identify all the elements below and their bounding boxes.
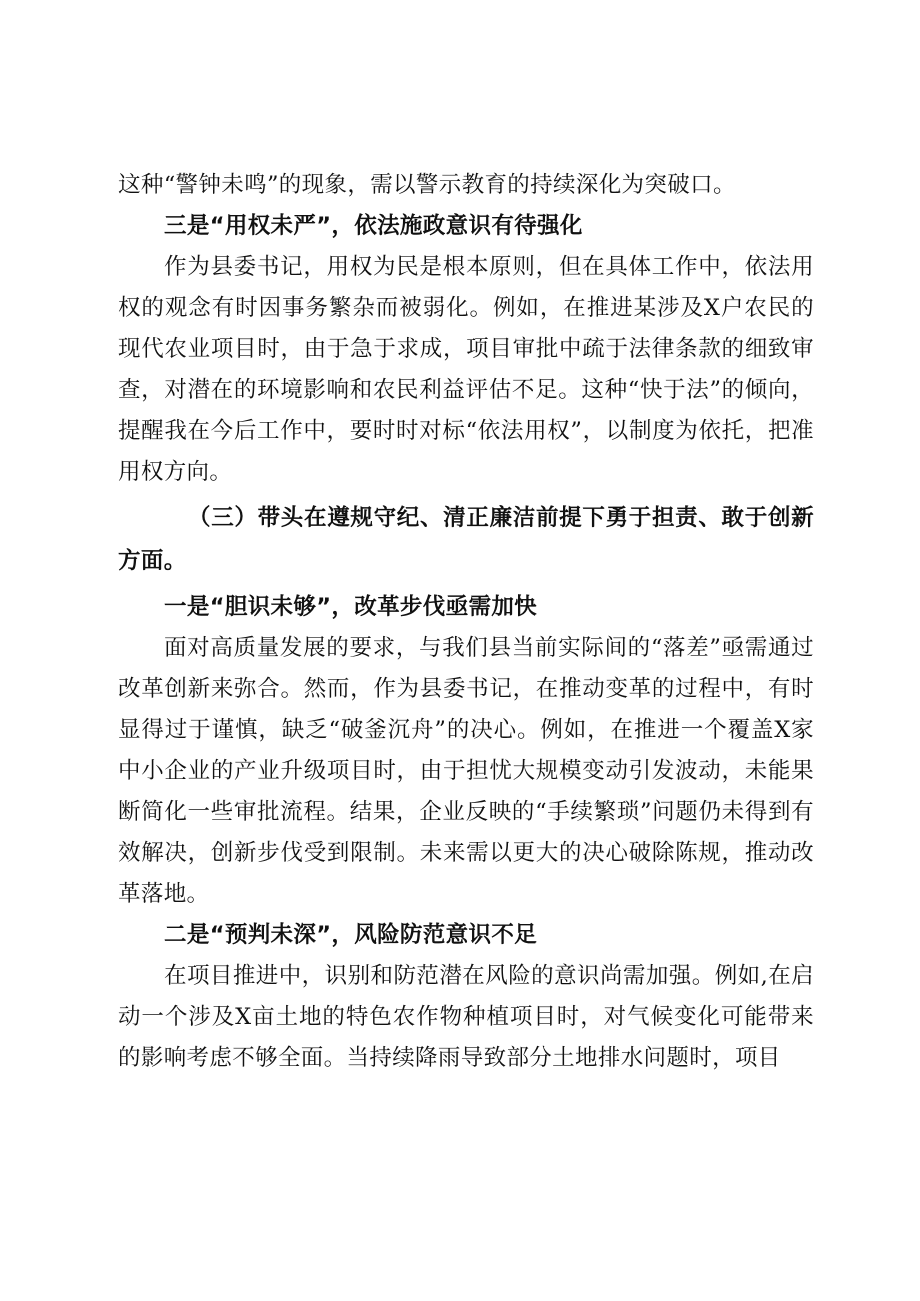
section-heading-three: （三）带头在遵规守纪、清正廉洁前提下勇于担责、敢于创新方面。 (118, 505, 814, 574)
document-body (118, 165, 814, 1079)
subheading-power-use: 三是“用权未严”，依法施政意识有待强化 (164, 213, 583, 239)
paragraph-risk: 在项目推进中，识别和防范潜在风险的意识尚需加强。例如,在启动一个涉及X亩土地的特色农作物种植项目时，对气候变化可能带来的影响考虑不够全面。当持续降雨导致部分土地排水问题时，项目 (118, 963, 814, 1071)
paragraph-power-use: 作为县委书记，用权为民是根本原则，但在具体工作中，依法用权的观念有时因事务繁杂而被弱化。例如，在推进某涉及X户农民的现代农业项目时，由于急于求成，项目审批中疏于法律条款的细致审查，对潜在的环境影响和农民利益评估不足。这种“快于法”的倾向，提醒我在今后工作中，要时时对标“依法用权”，以制度为依托，把准用权方向。 (118, 254, 814, 485)
subheading-courage: 一是“胆识未够”，改革步伐亟需加快 (164, 594, 538, 620)
paragraph-courage: 面对高质量发展的要求，与我们县当前实际间的“落差”亟需通过改革创新来弥合。然而，作为县委书记，在推动变革的过程中，有时显得过于谨慎，缺乏“破釜沉舟”的决心。例如，在推进一个覆盖X家中小企业的产业升级项目时，由于担忧大规模变动引发波动，未能果断简化一些审批流程。结果，企业反映的“手续繁琐”问题仍未得到有效解决，创新步伐受到限制。未来需以更大的决心破除陈规，推动改革落地。 (118, 635, 814, 907)
paragraph-continuation: 这种“警钟未鸣”的现象，需以警示教育的持续深化为突破口。 (118, 172, 736, 198)
subheading-risk: 二是“预判未深”，风险防范意识不足 (164, 922, 538, 948)
